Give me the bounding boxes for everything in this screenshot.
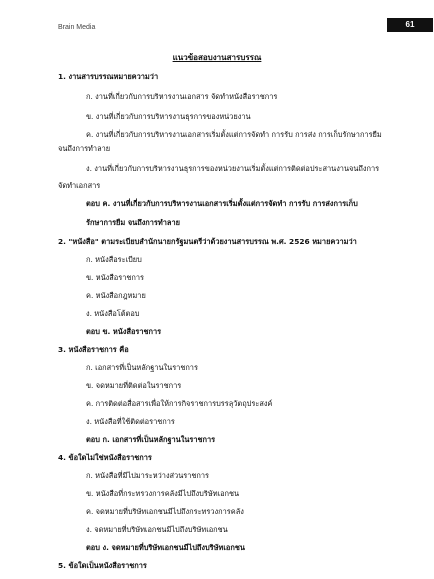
answer-2: ตอบ ข. หนังสือราชการ xyxy=(86,327,162,336)
option-2a: ก. หนังสือระเบียบ xyxy=(86,255,142,264)
brand-name: Brain Media xyxy=(58,24,96,31)
option-3a: ก. เอกสารที่เป็นหลักฐานในราชการ xyxy=(86,363,198,372)
option-2b: ข. หนังสือราชการ xyxy=(86,273,144,282)
option-1b: ข. งานที่เกี่ยวกับการบริหารงานธุรการของหน่วยงาน xyxy=(86,112,251,121)
answer-4: ตอบ ง. จดหมายที่บริษัทเอกชนมีไปถึงบริษัทเอกชน xyxy=(86,543,245,552)
option-1c: ค. งานที่เกี่ยวกับการบริหารงานเอกสารเริ่มตั้งแต่การจัดทำ การรับ การส่ง การเก็บรักษาการยืม xyxy=(86,130,382,139)
option-1a: ก. งานที่เกี่ยวกับการบริหารงานเอกสาร จัดทำหนังสือราชการ xyxy=(86,92,278,101)
option-3b: ข. จดหมายที่ติดต่อในราชการ xyxy=(86,381,182,390)
option-4d: ง. จดหมายที่บริษัทเอกชนมีไปถึงบริษัทเอกชน xyxy=(86,525,228,534)
question-2: 2. "หนังสือ" ตามระเบียบสำนักนายกรัฐมนตรีว่าด้วยงานสารบรรณ พ.ศ. 2526 หมายความว่า xyxy=(58,237,357,246)
option-4a: ก. หนังสือที่มีไปมาระหว่างส่วนราชการ xyxy=(86,471,209,480)
option-3c: ค. การติดต่อสื่อสารเพื่อให้การกิจราชการบรรลุวัตถุประสงค์ xyxy=(86,399,273,408)
question-1: 1. งานสารบรรณหมายความว่า xyxy=(58,72,159,81)
question-5: 5. ข้อใดเป็นหนังสือราชการ xyxy=(58,561,147,570)
question-3: 3. หนังสือราชการ คือ xyxy=(58,345,129,354)
answer-1: ตอบ ค. งานที่เกี่ยวกับการบริหารงานเอกสารเริ่มตั้งแต่การจัดทำ การรับ การส่งการเก็บ xyxy=(86,199,358,208)
question-4: 4. ข้อใดไม่ใช่หนังสือราชการ xyxy=(58,453,152,462)
option-3d: ง. หนังสือที่ใช้ติดต่อราชการ xyxy=(86,417,175,426)
option-1d: ง. งานที่เกี่ยวกับการบริหารงานธุรการของหน่วยงานเริ่มตั้งแต่การติดต่อประสานงานจนถึงการ xyxy=(86,164,380,173)
option-2d: ง. หนังสือโต้ตอบ xyxy=(86,309,140,318)
answer-1-cont: รักษาการยืม จนถึงการทำลาย xyxy=(86,218,180,227)
page-number: 61 xyxy=(387,18,433,32)
page-title: แนวข้อสอบงานสารบรรณ xyxy=(172,53,262,62)
option-1c-cont: จนถึงการทำลาย xyxy=(58,144,111,153)
option-1d-cont: จัดทำเอกสาร xyxy=(58,181,101,190)
answer-3: ตอบ ก. เอกสารที่เป็นหลักฐานในราชการ xyxy=(86,435,216,444)
option-2c: ค. หนังสือกฎหมาย xyxy=(86,291,146,300)
option-4b: ข. หนังสือที่กระทรวงการคลังมีไปถึงบริษัทเอกชน xyxy=(86,489,240,498)
option-4c: ค. จดหมายที่บริษัทเอกชนมีไปถึงกระทรวงการคลัง xyxy=(86,507,244,516)
